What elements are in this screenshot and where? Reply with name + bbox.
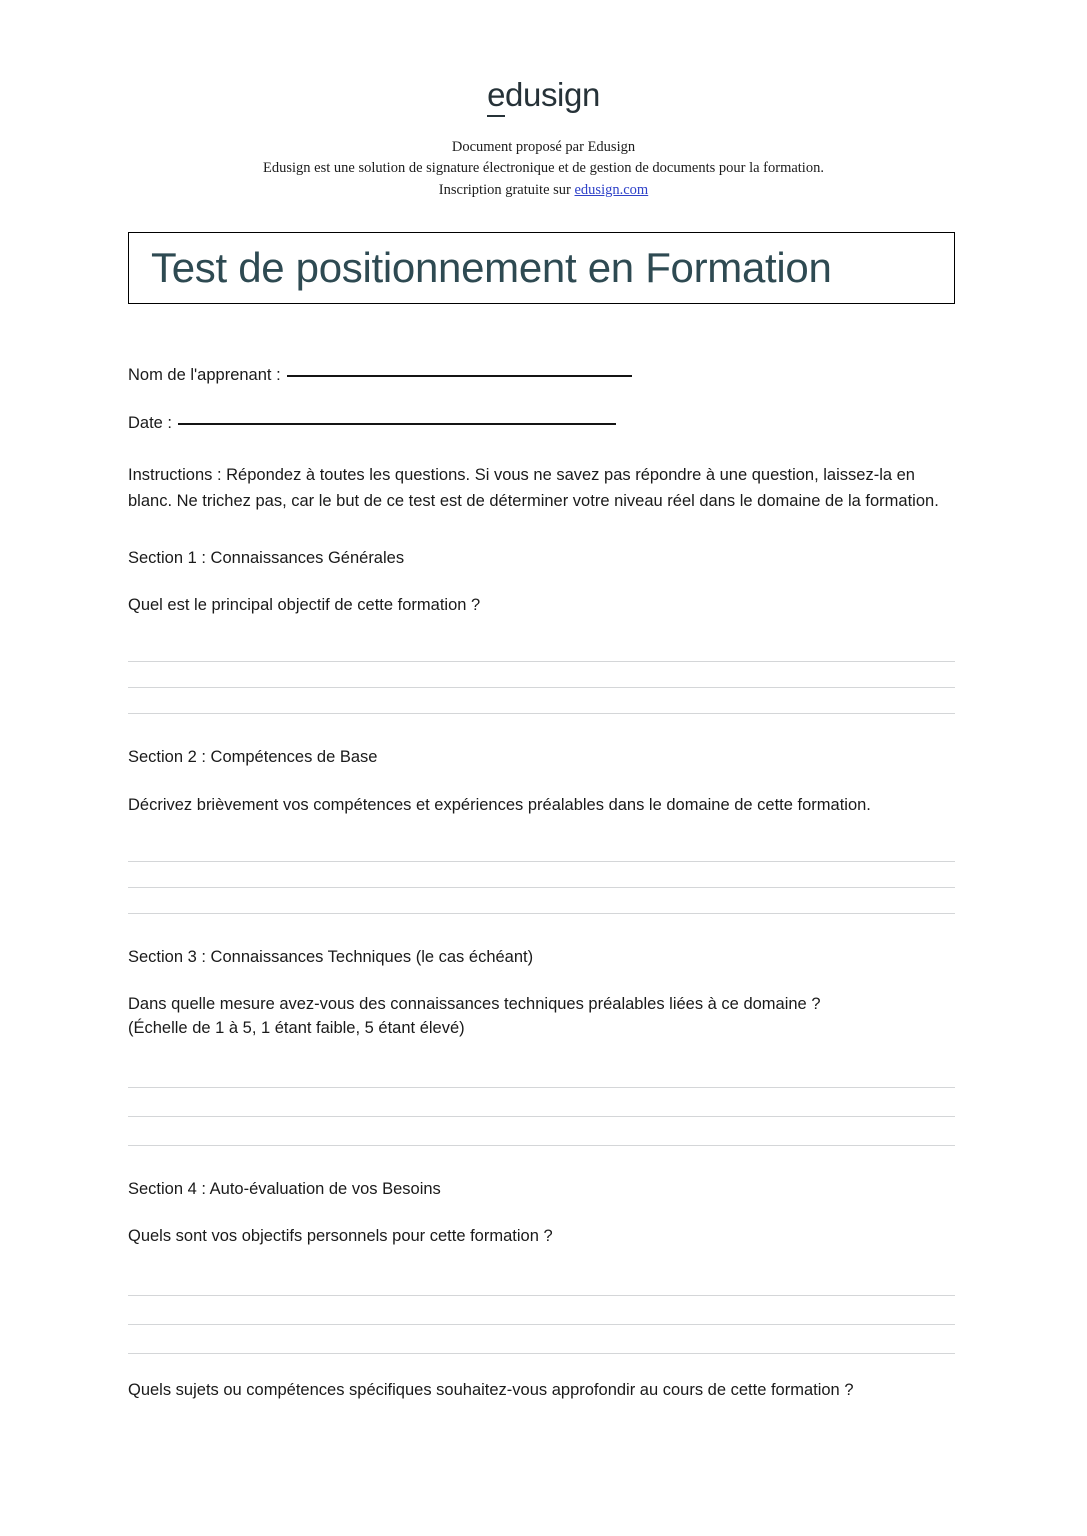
answer-line[interactable] bbox=[128, 662, 955, 688]
header-line-3-prefix: Inscription gratuite sur bbox=[438, 181, 575, 198]
question-3-1 bbox=[128, 993, 956, 1041]
header-line-1: Document proposé par Edusign bbox=[451, 139, 636, 155]
header-line-2: Edusign est une solution de signature électronique et de gestion de documents pour la formation. bbox=[263, 160, 824, 177]
answer-lines-2-1 bbox=[128, 836, 956, 914]
section-heading-1: Section 1 : Connaissances Générales bbox=[128, 549, 405, 568]
section-heading-4: Section 4 : Auto-évaluation de vos Besoins bbox=[128, 1180, 441, 1199]
edusign-logo bbox=[487, 78, 600, 111]
learner-name-field-row bbox=[128, 366, 956, 386]
page-title: Test de positionnement en Formation bbox=[151, 244, 832, 291]
answer-lines-3-1 bbox=[128, 1059, 956, 1146]
answer-line[interactable] bbox=[128, 1267, 955, 1296]
instructions-paragraph: Instructions : Répondez à toutes les questions. Si vous ne savez pas répondre à une question, laissez-la en blanc. Ne trichez pas, car le but de ce test est de déterminer votre niveau réel dans le domaine de la formation. bbox=[128, 465, 939, 511]
question-3-1-line2: (Échelle de 1 à 5, 1 étant faible, 5 étant élevé) bbox=[128, 1019, 465, 1038]
answer-line[interactable] bbox=[128, 688, 955, 714]
logo-rest: dusign bbox=[505, 76, 600, 113]
answer-line[interactable] bbox=[128, 1296, 955, 1325]
section-heading-2: Section 2 : Compétences de Base bbox=[128, 748, 378, 767]
date-field-row bbox=[128, 414, 956, 434]
header-line-3 bbox=[0, 180, 1087, 201]
answer-line[interactable] bbox=[128, 836, 955, 862]
question-1-1: Quel est le principal objectif de cette formation ? bbox=[128, 596, 481, 615]
edusign-website-link[interactable]: edusign.com bbox=[574, 181, 649, 198]
document-title-box bbox=[128, 232, 955, 304]
question-3-1-line1: Dans quelle mesure avez-vous des connaissances techniques préalables liées à ce domaine ? bbox=[128, 995, 821, 1014]
answer-line[interactable] bbox=[128, 1088, 955, 1117]
document-body bbox=[128, 366, 956, 1403]
answer-lines-1-1 bbox=[128, 636, 956, 714]
section-heading-3: Section 3 : Connaissances Techniques (le cas échéant) bbox=[128, 947, 534, 966]
date-label: Date : bbox=[128, 413, 173, 432]
logo-first-letter: e bbox=[487, 76, 505, 117]
brand-header bbox=[0, 0, 1087, 111]
question-4-2: Quels sujets ou compétences spécifiques souhaitez-vous approfondir au cours de cette formation ? bbox=[128, 1381, 854, 1400]
answer-line[interactable] bbox=[128, 888, 955, 914]
learner-name-label: Nom de l'apprenant : bbox=[128, 366, 281, 384]
answer-line[interactable] bbox=[128, 1059, 955, 1088]
question-4-1: Quels sont vos objectifs personnels pour cette formation ? bbox=[128, 1227, 553, 1246]
header-description bbox=[0, 137, 1087, 201]
learner-name-input[interactable] bbox=[287, 375, 632, 377]
answer-line[interactable] bbox=[128, 862, 955, 888]
answer-lines-4-1 bbox=[128, 1267, 956, 1354]
answer-line[interactable] bbox=[128, 1325, 955, 1354]
question-2-1: Décrivez brièvement vos compétences et expériences préalables dans le domaine de cette formation. bbox=[128, 795, 871, 814]
answer-line[interactable] bbox=[128, 1117, 955, 1146]
answer-line[interactable] bbox=[128, 636, 955, 662]
date-input[interactable] bbox=[178, 423, 616, 425]
